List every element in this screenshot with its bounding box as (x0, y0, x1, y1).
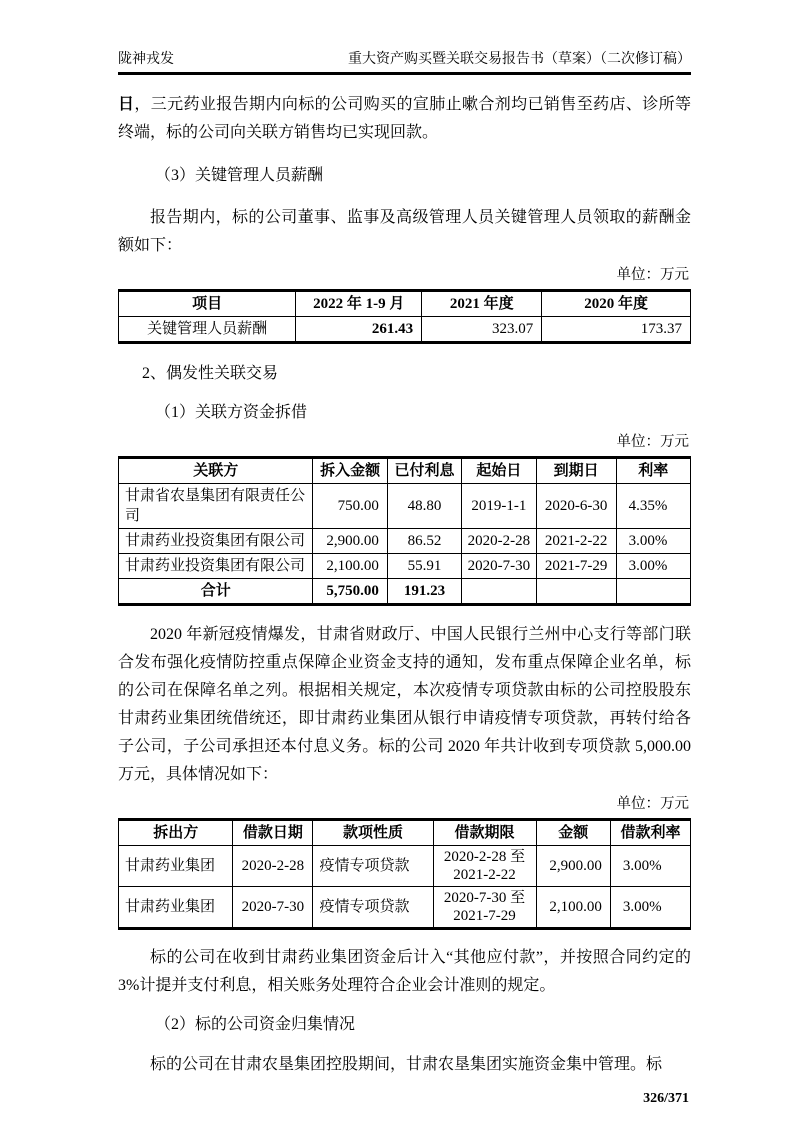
table-cell: 191.23 (387, 579, 461, 605)
page-number: 326/371 (643, 1091, 689, 1106)
heading-incidental-transactions: 2、偶发性关联交易 (142, 365, 279, 382)
table-cell: 甘肃药业投资集团有限公司 (119, 529, 313, 554)
table-cell: 2021-7-29 (536, 554, 616, 579)
table-header-row (119, 458, 691, 484)
table-cell: 疫情专项贷款 (313, 887, 433, 929)
table-cell: 4.35% (616, 484, 690, 529)
unit-label-1: 单位：万元 (616, 267, 689, 283)
table-cell: 86.52 (387, 529, 461, 554)
paragraph-accounting-treatment: 标的公司在收到甘肃药业集团资金后计入“其他应付款”，并按照合同约定的 3%计提并支付利息，相关账务处理符合企业会计准则的规定。 (118, 949, 691, 994)
running-header (118, 0, 691, 75)
related-party-borrowing-table (118, 456, 691, 606)
table-header-cell: 拆出方 (119, 820, 233, 846)
table-cell: 2,100.00 (313, 554, 387, 579)
table-cell: 2,100.00 (536, 887, 610, 929)
table-cell: 323.07 (422, 317, 542, 343)
table-cell: 55.91 (387, 554, 461, 579)
table-header-cell: 借款日期 (233, 820, 313, 846)
table-header-cell: 利率 (616, 458, 690, 484)
covid-special-loan-table (118, 818, 691, 930)
table-cell: 甘肃药业投资集团有限公司 (119, 554, 313, 579)
table-header-row (119, 291, 691, 317)
table-header-cell: 到期日 (536, 458, 616, 484)
table-cell: 疫情专项贷款 (313, 846, 433, 887)
table-cell: 甘肃药业集团 (119, 887, 233, 929)
table-header-cell: 拆入金额 (313, 458, 387, 484)
remuneration-table (118, 289, 691, 344)
heading-fund-pooling: （2）标的公司资金归集情况 (155, 1016, 356, 1033)
table-cell: 173.37 (542, 317, 691, 343)
unit-label-3: 单位：万元 (616, 796, 689, 812)
table-cell: 2,900.00 (536, 846, 610, 887)
paragraph-covid-loan: 2020 年新冠疫情爆发，甘肃省财政厅、中国人民银行兰州中心支行等部门联合发布强化疫情防控重点保障企业资金支持的通知，发布重点保障企业名单，标的公司在保障名单之列。根据相关规定，本次疫情专项贷款由标的公司控股股东甘肃药业集团统借统还，即甘肃药业集团从银行申请疫情专项贷款，再转付给各子公司，子公司承担还本付息义务。标的公司 2020 年共计收到专项贷款 5,000.00 万元，具体情况如下： (118, 626, 691, 783)
table-cell (536, 579, 616, 605)
table-cell: 48.80 (387, 484, 461, 529)
paragraph-sales-text: ，三元药业报告期内向标的公司购买的宣肺止嗽合剂均已销售至药店、诊所等终端，标的公司向关联方销售均已实现回款。 (118, 96, 691, 141)
header-company-name: 陇神戎发 (118, 52, 174, 67)
table-row (119, 529, 691, 554)
table-row (119, 484, 691, 529)
table-header-cell: 关联方 (119, 458, 313, 484)
table-cell: 5,750.00 (313, 579, 387, 605)
table-cell: 3.00% (616, 529, 690, 554)
table-cell (616, 579, 690, 605)
table-cell: 关键管理人员薪酬 (119, 317, 296, 343)
table-header-cell: 金额 (536, 820, 610, 846)
table-header-cell: 已付利息 (387, 458, 461, 484)
table-header-cell: 2020 年度 (542, 291, 691, 317)
table-row (119, 846, 691, 887)
table-header-cell: 借款期限 (433, 820, 536, 846)
table-cell: 2020-2-28 至 2021-2-22 (433, 846, 536, 887)
table-cell: 2020-6-30 (536, 484, 616, 529)
table-cell (462, 579, 536, 605)
table-header-cell: 2022 年 1-9 月 (296, 291, 422, 317)
table-cell: 2020-7-30 至 2021-7-29 (433, 887, 536, 929)
table-cell: 2020-2-28 (233, 846, 313, 887)
paragraph-lead-char: 日 (118, 96, 135, 113)
table-cell: 3.00% (616, 554, 690, 579)
heading-key-personnel-remuneration: （3）关键管理人员薪酬 (155, 167, 324, 184)
table-cell: 2020-2-28 (462, 529, 536, 554)
table-cell: 合计 (119, 579, 313, 605)
table-header-cell: 2021 年度 (422, 291, 542, 317)
table-header-cell: 款项性质 (313, 820, 433, 846)
table-cell: 3.00% (610, 846, 690, 887)
table-header-cell: 起始日 (462, 458, 536, 484)
paragraph-sales-continuation (118, 91, 691, 147)
heading-fund-borrowing: （1）关联方资金拆借 (155, 404, 308, 421)
table-cell: 2021-2-22 (536, 529, 616, 554)
table-total-row (119, 579, 691, 605)
table-header-cell: 借款利率 (610, 820, 690, 846)
table-cell: 2,900.00 (313, 529, 387, 554)
table-header-cell: 项目 (119, 291, 296, 317)
table-cell: 甘肃省农垦集团有限责任公司 (119, 484, 313, 529)
table-cell: 2020-7-30 (462, 554, 536, 579)
header-divider (118, 72, 691, 75)
header-document-title: 重大资产购买暨关联交易报告书（草案）（二次修订稿） (348, 52, 691, 67)
paragraph-fund-pooling: 标的公司在甘肃农垦集团控股期间，甘肃农垦集团实施资金集中管理。标 (150, 1056, 663, 1073)
table-cell: 261.43 (296, 317, 422, 343)
paragraph-remuneration-intro: 报告期内，标的公司董事、监事及高级管理人员关键管理人员领取的薪酬金额如下： (118, 209, 691, 254)
table-header-row (119, 820, 691, 846)
table-row (119, 887, 691, 929)
unit-label-2: 单位：万元 (616, 434, 689, 450)
table-cell: 甘肃药业集团 (119, 846, 233, 887)
table-cell: 2019-1-1 (462, 484, 536, 529)
table-cell: 750.00 (313, 484, 387, 529)
table-cell: 2020-7-30 (233, 887, 313, 929)
table-cell: 3.00% (610, 887, 690, 929)
table-row (119, 317, 691, 343)
table-row (119, 554, 691, 579)
